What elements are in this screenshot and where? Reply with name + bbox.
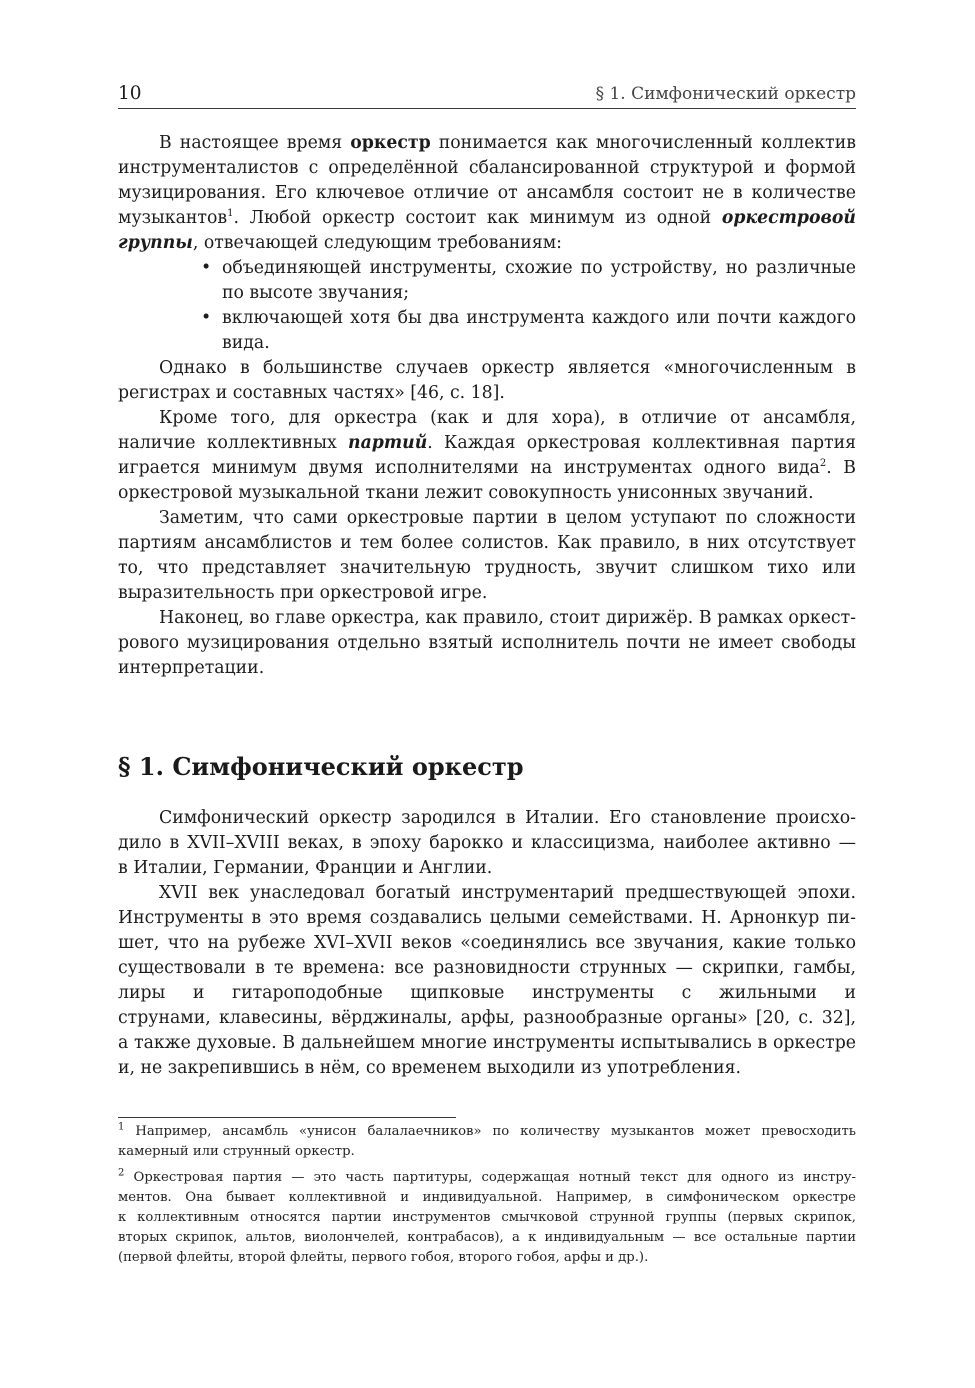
term-orchestra: оркестр [350,133,431,153]
paragraph-line: Наконец, во главе оркестра, как правило, стоит дирижёр. В рамках оркест- [159,608,856,628]
footnote-2 [118,1168,856,1268]
paragraph-line: дило в XVII–XVIII веках, в эпоху барокко и классицизма, наиболее активно — [118,833,856,853]
paragraph-line: регистрах и составных частях» [46, с. 18]. [118,383,505,403]
bullet-item-cont: вида. [222,333,270,353]
footnote-1 [118,1122,856,1162]
paragraph-line: партиям ансамблистов и тем более солистов. Как правило, в них отсутствует [118,533,856,553]
running-title: § 1. Симфонический оркестр [595,84,856,104]
paragraph-line: наличие коллективных партий. Каждая оркестровая коллективная партия [118,433,856,453]
paragraph-line: то, что представляет значительную трудность, звучит слишком тихо или [118,558,856,578]
paragraph-line: в Италии, Германии, Франции и Англии. [118,858,493,878]
paragraph-line: группы, отвечающей следующим требованиям: [118,233,562,253]
paragraph-line: оркестровой музыкальной ткани лежит совокупность унисонных звучаний. [118,483,814,503]
paragraph-line: струнами, клавесины, вёрджиналы, арфы, разнообразные органы» [20, с. 32], [118,1008,856,1028]
footnote-separator [118,1117,456,1118]
footnote-line: к коллективным относятся партии инструментов смычковой струнной группы (первых скрипок, [118,1210,856,1225]
paragraph-line: а также духовые. В дальнейшем многие инструменты испытывались в оркестре [118,1033,856,1053]
bullet-icon: • [201,258,212,278]
paragraph-line: и, не закрепившись в нём, со временем выходили из употребления. [118,1058,742,1078]
term-orchestral-group: оркестровой [721,208,856,228]
intro-text [118,131,856,681]
footnote-line: ментов. Она бывает коллективной и индивидуальной. Например, в симфоническом оркестре [118,1190,856,1205]
paragraph-line: интерпретации. [118,658,265,678]
footnote-line: (первой флейты, второй флейты, первого гобоя, второго гобоя, арфы и др.). [118,1250,649,1265]
paragraph-line: выразительность при оркестровой игре. [118,583,488,603]
section-text [118,806,856,1081]
footnote-line: камерный или струнный оркестр. [118,1144,355,1159]
term-parts: партий [348,433,428,453]
bullet-item: • объединяющей инструменты, схожие по устройству, но различные [118,256,856,281]
paragraph-line: Инструменты в это время создавались целыми семействами. Н. Арнонкур пи- [118,908,856,928]
paragraph-line: Заметим, что сами оркестровые партии в целом уступают по сложности [159,508,856,528]
paragraph-line: шет, что на рубеже XVI–XVII веков «соединялись все звучания, какие только [118,933,856,953]
bullet-item: • включающей хотя бы два инструмента каждого или почти каждого [118,306,856,331]
footnote-ref: 2 [819,458,827,470]
footnote-mark: 2 [118,1168,125,1179]
paragraph-line: музыкантов$^1$. Любой оркестр состоит как минимум из одной оркестровой [118,208,856,228]
footnote-line: $^1$ Например, ансамбль «унисон балалаечников» по количеству музыкантов может превосходить [118,1122,856,1139]
paragraph-line: Кроме того, для оркестра (как и для хора), в отличие от ансамбля, [159,408,856,428]
footnote-line: $^2$ Оркестровая партия — это часть партитуры, содержащая нотный текст для одного из инстру- [118,1168,856,1185]
footnote-line: вторых скрипок, альтов, виолончелей, контрабасов), а к индивидуальным — все остальные партии [118,1230,856,1245]
paragraph-line: существовали в те времена: все разновидности струнных — скрипки, гамбы, [118,958,856,978]
paragraph-line: В настоящее время оркестр понимается как многочисленный коллектив [159,133,856,153]
term-group: группы [118,233,193,253]
bullet-icon: • [201,308,212,328]
paragraph-line: XVII век унаследовал богатый инструментарий предшествующей эпохи. [159,883,856,903]
paragraph-line: Однако в большинстве случаев оркестр является «многочисленным в [159,358,856,378]
paragraph-line: Симфонический оркестр зародился в Италии. Его становление происхо- [159,808,856,828]
section-heading: § 1. Симфонический оркестр [118,752,524,781]
bullet-item-cont: по высоте звучания; [222,283,410,303]
paragraph-line: музицирования. Его ключевое отличие от ансамбля состоит не в количестве [118,183,856,203]
footnotes [118,1122,856,1268]
paragraph-line: играется минимум двумя исполнителями на инструментах одного вида$^2$. В [118,458,856,478]
paragraph-line: лиры и гитароподобные щипковые инструменты с жильными и [118,983,856,1003]
footnote-mark: 1 [118,1122,125,1133]
page-header [118,82,856,109]
paragraph-line: рового музицирования отдельно взятый исполнитель почти не имеет свободы [118,633,856,653]
paragraph-line: инструменталистов с определённой сбалансированной структурой и формой [118,158,856,178]
footnote-ref: 1 [227,208,234,220]
page-number: 10 [118,83,142,104]
